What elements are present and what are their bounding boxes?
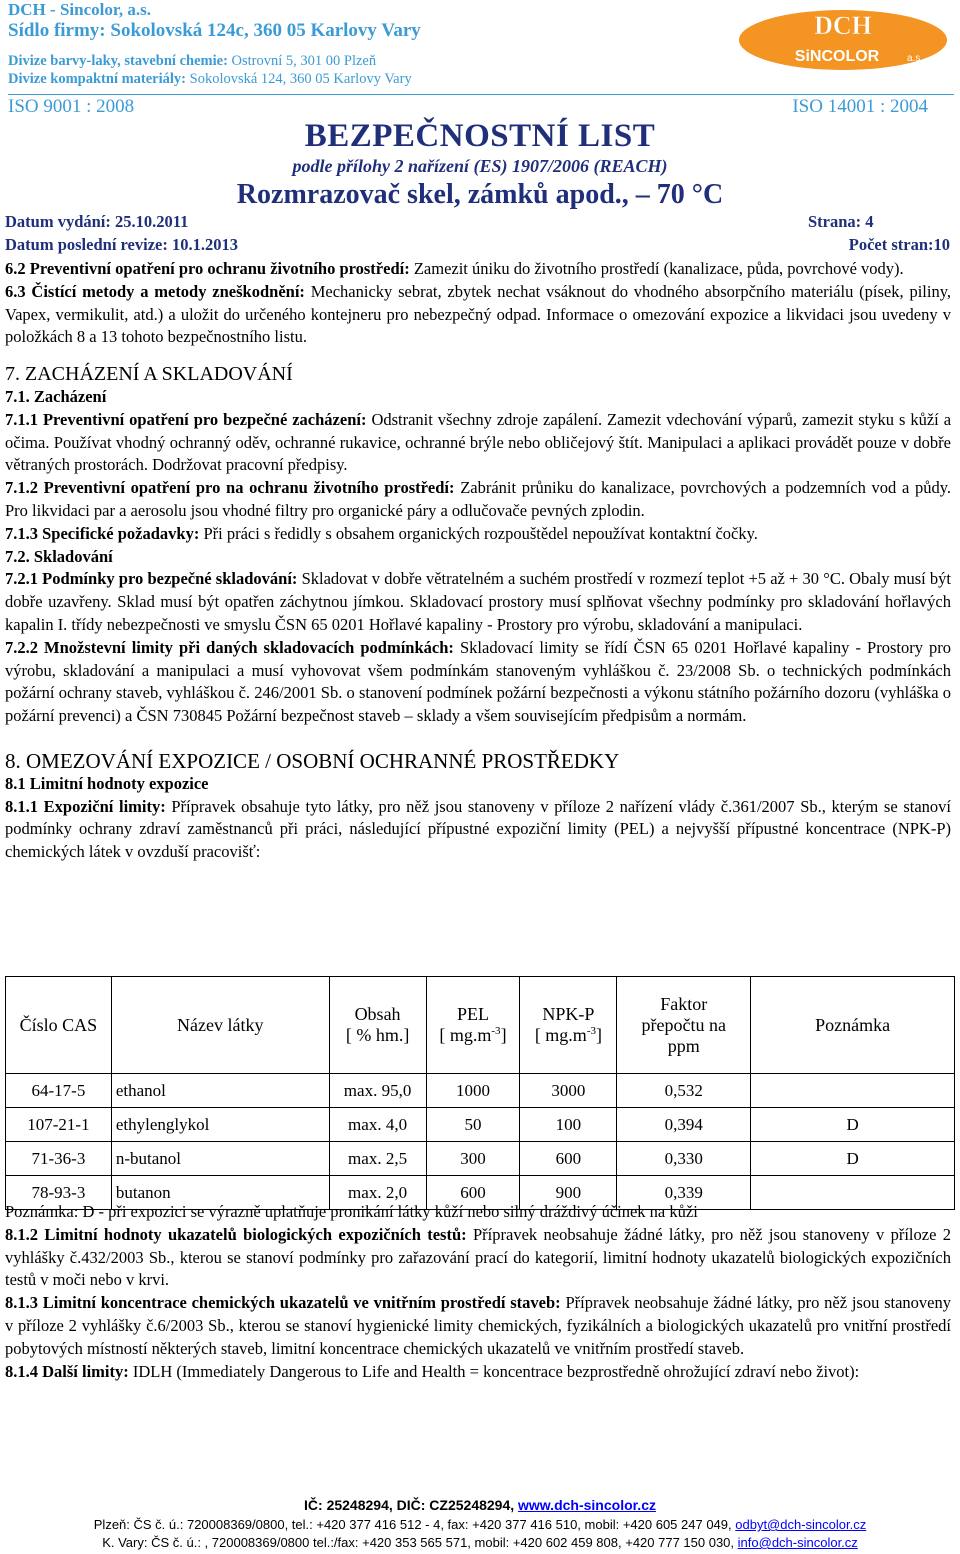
- company-seat: Sídlo firmy: Sokolovská 124c, 360 05 Karlovy Vary: [8, 20, 421, 41]
- header-npk-sup: -3: [586, 1025, 596, 1037]
- footer-line-2: [0, 1517, 960, 1532]
- footer-line-1: [0, 1497, 960, 1513]
- header-npk: [520, 977, 617, 1074]
- paragraph-6-2: [5, 258, 951, 281]
- footer-ids: IČ: 25248294, DIČ: CZ25248294,: [304, 1497, 515, 1513]
- heading-7-1-label: 7.1. Zacházení: [5, 386, 107, 406]
- header-content-l2: [ % hm.]: [345, 1025, 410, 1045]
- paragraph-8-1-2: [5, 1224, 951, 1292]
- cell-cas: 78-93-3: [6, 1176, 112, 1210]
- table-row: [6, 1142, 955, 1176]
- document-subtitle: podle přílohy 2 nařízení (ES) 1907/2006 (REACH): [292, 156, 668, 176]
- division-paints-label: Divize barvy-laky, stavební chemie:: [8, 53, 228, 69]
- cell-pel: 300: [426, 1142, 520, 1176]
- table-row: [6, 1074, 955, 1108]
- cell-factor: 0,339: [617, 1176, 751, 1210]
- text-7-2-2: Skladovací limity se řídí ČSN 65 0201 Hořlavé kapaliny - Prostory pro výrobu, skladování a manipulaci a musí vyhovovat všem podmínkám stanoveným vyhláškou č. 23/2008 Sb. o technických podmínkách požární ochrany staveb, vyhláškou č. 246/2001 Sb. o stanovení podmínek požární bezpečnosti a výkonu státního požárního dozoru (vyhláška o požární prevenci) a ČSN 730845 Požární bezpečnost staveb – sklady a všem souvisejícím předpisům a normám.: [5, 637, 952, 726]
- division-compact-address: Sokolovská 124, 360 05 Karlovy Vary: [189, 71, 412, 87]
- footer-website-link[interactable]: www.dch-sincolor.cz: [518, 1497, 656, 1513]
- heading-6-2: 6.2 Preventivní opatření pro ochranu životního prostředí:: [5, 259, 410, 278]
- cell-name: ethanol: [111, 1074, 329, 1108]
- cell-npk: 100: [520, 1108, 617, 1142]
- heading-7-2-2: 7.2.2 Množstevní limity při daných skladovacích podmínkách:: [5, 637, 454, 657]
- header-cas: Číslo CAS: [6, 977, 112, 1074]
- post-table-content: [5, 1201, 951, 1383]
- paragraph-8-1-4: [5, 1361, 951, 1384]
- heading-8-1-1: 8.1.1 Expoziční limity:: [5, 796, 166, 816]
- heading-8-1-2: 8.1.2 Limitní hodnoty ukazatelů biologických expozičních testů:: [5, 1224, 467, 1244]
- division-paints: [8, 53, 376, 70]
- cell-cas: 64-17-5: [6, 1074, 112, 1108]
- heading-8-1-label: 8.1 Limitní hodnoty expozice: [5, 773, 209, 793]
- cell-name: ethylenglykol: [111, 1108, 329, 1142]
- footer-plzen: Plzeň: ČS č. ú.: 720008369/0800, tel.: +420 377 416 512 - 4, fax: +420 377 416 510, mobil: +420 605 247 049,: [93, 1517, 732, 1532]
- heading-7-1: [5, 386, 951, 409]
- cell-npk: 900: [520, 1176, 617, 1210]
- text-7-1-3: Při práci s ředidly s obsahem organických rozpouštědel nepoužívat kontaktní čočky.: [203, 523, 758, 543]
- cell-cas: 71-36-3: [6, 1142, 112, 1176]
- cell-note: D: [751, 1142, 955, 1176]
- header-pel: [426, 977, 520, 1074]
- division-compact: [8, 71, 412, 88]
- product-name: Rozmrazovač skel, zámků apod., – 70 °C: [236, 179, 724, 210]
- exposure-limits-table: [5, 976, 955, 1210]
- paragraph-8-1-3: [5, 1292, 951, 1360]
- header-pel-l3: ]: [500, 1025, 507, 1045]
- page-count: Počet stran:10: [848, 235, 950, 254]
- text-6-2: Zamezit úniku do životního prostředí (kanalizace, půda, povrchové vody).: [413, 259, 904, 278]
- header-name: Název látky: [111, 977, 329, 1074]
- footer-kvary: K. Vary: ČS č. ú.: , 720008369/0800 tel.:/fax: +420 353 565 571, mobil: +420 602 459 808, +420 777 150 030,: [102, 1535, 735, 1550]
- company-name: DCH - Sincolor, a.s.: [8, 0, 151, 19]
- cell-note: D: [751, 1108, 955, 1142]
- heading-8-1-3: 8.1.3 Limitní koncentrace chemických ukazatelů ve vnitřním prostředí staveb:: [5, 1293, 561, 1313]
- header-pel-l1: PEL: [456, 1004, 489, 1024]
- table-header-row: [6, 977, 955, 1074]
- division-paints-address: Ostrovní 5, 301 00 Plzeň: [231, 53, 377, 69]
- cell-npk: 3000: [520, 1074, 617, 1108]
- text-8-1-4: IDLH (Immediately Dangerous to Life and Health = koncentrace bezprostředně ohrožující zdraví nebo život):: [132, 1361, 860, 1381]
- section-7-title: 7. ZACHÁZENÍ A SKLADOVÁNÍ: [5, 363, 293, 386]
- cell-pel: 1000: [426, 1074, 520, 1108]
- cell-content: max. 2,5: [329, 1142, 426, 1176]
- header-npk-l1: NPK-P: [542, 1004, 595, 1024]
- header-divider: [8, 94, 954, 95]
- text-8-1-3: Přípravek neobsahuje žádné látky, pro něž jsou stanoveny v příloze 2 vyhlášky č.6/2003 Sb., kterou se stanoví hygienické limity chemických, fyzikálních a biologických ukazatelů pro vnitřní prostředí pobytových místností některých staveb, limitní koncentrace chemických ukazatelů ve vnitřním prostředí staveb.: [5, 1293, 951, 1358]
- paragraph-7-2-1: [5, 568, 951, 636]
- heading-7-2-label: 7.2. Skladování: [5, 546, 113, 566]
- cell-npk: 600: [520, 1142, 617, 1176]
- header-note: Poznámka: [751, 977, 955, 1074]
- text-7-1-1: Odstranit všechny zdroje zapálení. Zamezit vdechování výparů, zamezit styku s kůží a očima. Používat vhodný ochranný oděv, ochranné rukavice, ochranné brýle nebo obličejový štít. Manipulaci a aplikaci provádět pouze v dobře větraných prostorách. Dodržovat pracovní předpisy.: [5, 409, 952, 475]
- cell-factor: 0,330: [617, 1142, 751, 1176]
- iso-9001: ISO 9001 : 2008: [8, 96, 135, 117]
- cell-content: max. 4,0: [329, 1108, 426, 1142]
- paragraph-8-1-1: [5, 796, 951, 864]
- header-npk-l2: [ mg.m: [534, 1025, 587, 1045]
- paragraph-6-3: [5, 281, 951, 349]
- section-8-title: 8. OMEZOVÁNÍ EXPOZICE / OSOBNÍ OCHRANNÉ PROSTŘEDKY: [5, 748, 620, 773]
- cell-factor: 0,532: [617, 1074, 751, 1108]
- logo-top-text: DCH: [814, 11, 872, 40]
- cell-pel: 600: [426, 1176, 520, 1210]
- table-note: Poznámka: D - při expozici se výrazně uplatňuje pronikání látky kůží nebo silný dráždivý účinek na kůži: [5, 1202, 698, 1221]
- cell-name: n-butanol: [111, 1142, 329, 1176]
- header-pel-l2: [ mg.m: [439, 1025, 492, 1045]
- text-8-1-1: Přípravek obsahuje tyto látky, pro něž jsou stanoveny v příloze 2 nařízení vlády č.361/2007 Sb., kterým se stanoví podmínky ochrany zdraví zaměstnanců při práci, následující přípustné expoziční limity (PEL) a nejvyšší přípustné koncentrace (NPK-P) chemických látek v ovzduší pracovišť:: [5, 796, 951, 862]
- paragraph-7-1-1: [5, 409, 951, 477]
- company-logo: [737, 6, 949, 70]
- header-factor-l2: přepočtu na: [641, 1014, 727, 1035]
- heading-8-1-4: 8.1.4 Další limity:: [5, 1361, 129, 1381]
- text-7-2-1: Skladovat v dobře větratelném a suchém prostředí v rozmezí teplot +5 až + 30 °C. Obaly musí být dobře uzavřeny. Sklad musí být opatřen záchytnou jímkou. Skladovací prostory musí splňovat všechny podmínky pro skladování hořlavých kapalin I. třídy nebezpečnosti ve smyslu ČSN 65 0201 Hořlavé kapaliny - Prostory pro výrobu, skladování a manipulaci.: [5, 569, 952, 634]
- header-factor: [617, 977, 751, 1074]
- cell-name: butanon: [111, 1176, 329, 1210]
- heading-7-1-3: 7.1.3 Specifické požadavky:: [5, 523, 200, 543]
- heading-6-3: 6.3 Čistící metody a metody zneškodnění:: [5, 281, 305, 301]
- heading-7-2: [5, 546, 951, 569]
- heading-7-1-1: 7.1.1 Preventivní opatření pro bezpečné zacházení:: [5, 409, 367, 429]
- page-number: Strana: 4: [808, 212, 874, 231]
- main-content: [5, 258, 951, 864]
- document-title: BEZPEČNOSTNÍ LIST: [304, 118, 656, 154]
- heading-7-2-1: 7.2.1 Podmínky pro bezpečné skladování:: [5, 569, 298, 589]
- cell-content: max. 95,0: [329, 1074, 426, 1108]
- paragraph-7-1-2: [5, 477, 951, 523]
- heading-7-1-2: 7.1.2 Preventivní opatření pro na ochranu životního prostředí:: [5, 478, 455, 498]
- footer-info-email[interactable]: info@dch-sincolor.cz: [737, 1535, 858, 1550]
- header-content-l1: Obsah: [354, 1004, 401, 1024]
- iso-14001: ISO 14001 : 2004: [792, 96, 928, 117]
- cell-factor: 0,394: [617, 1108, 751, 1142]
- revision-date: Datum poslední revize: 10.1.2013: [5, 235, 238, 254]
- header-npk-l3: ]: [595, 1025, 602, 1045]
- division-compact-label: Divize kompaktní materiály:: [8, 71, 187, 87]
- footer-odbyt-email[interactable]: odbyt@dch-sincolor.cz: [735, 1517, 867, 1532]
- cell-content: max. 2,0: [329, 1176, 426, 1210]
- header-pel-sup: -3: [491, 1025, 501, 1037]
- issue-date: Datum vydání: 25.10.2011: [5, 212, 189, 231]
- paragraph-7-1-3: [5, 523, 951, 546]
- logo-bottom-text: SiNCOLOR: [794, 48, 880, 65]
- logo-suffix-text: a.s.: [906, 53, 924, 64]
- table-row: [6, 1108, 955, 1142]
- header-factor-l1: Faktor: [660, 993, 708, 1014]
- text-7-1-2: Zabránit průniku do kanalizace, povrchových a podzemních vod a půdy. Pro likvidaci par a aerosolu jsou vhodné filtry pro organické páry a odlučovače pevných zplodin.: [5, 478, 951, 520]
- text-6-3: Mechanicky sebrat, zbytek nechat vsáknout do vhodného absorpčního materiálu (písek, piliny, Vapex, vermikulit, atd.) a uložit do určeného kontejneru pro nebezpečný odpad. Informace o omezování expozice a likvidaci jsou uvedeny v položkách 8 a 13 tohoto bezpečnostního listu.: [5, 281, 951, 347]
- heading-8-1: [5, 773, 951, 796]
- cell-pel: 50: [426, 1108, 520, 1142]
- text-8-1-2: Přípravek neobsahuje žádné látky, pro něž jsou stanoveny v příloze 2 vyhlášky č.432/2003 Sb., kterou se stanoví podmínky pro zařazování prací do kategorií, limitní hodnoty ukazatelů biologických expozičních testů v moči nebo v krvi.: [5, 1224, 952, 1290]
- cell-cas: 107-21-1: [6, 1108, 112, 1142]
- header-content: [329, 977, 426, 1074]
- header-factor-l3: ppm: [667, 1035, 700, 1056]
- footer-line-3: [0, 1535, 960, 1550]
- cell-note: [751, 1074, 955, 1108]
- paragraph-7-2-2: [5, 637, 951, 728]
